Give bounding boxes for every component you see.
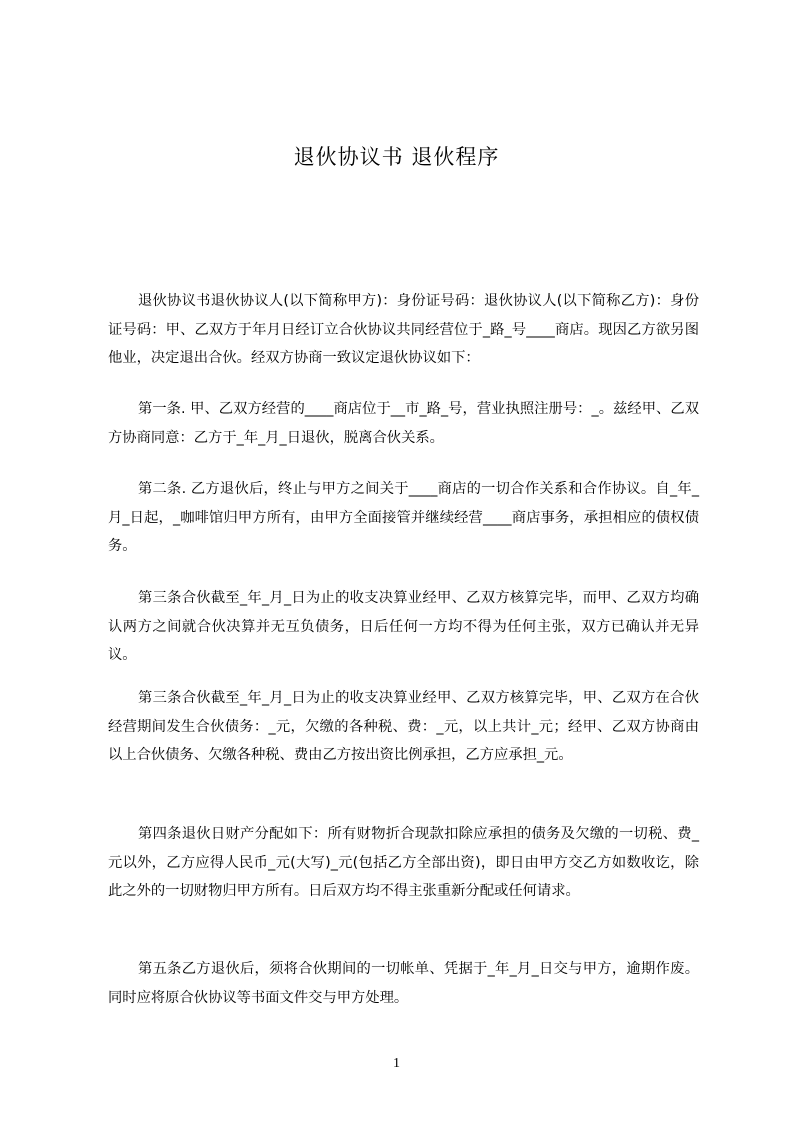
paragraph-article-2: 第二条. 乙方退伙后，终止与甲方之间关于____商店的一切合作关系和合作协议。自_年_月_日起，_咖啡馆归甲方所有，由甲方全面接管并继续经营____商店事务，承担相应的债权债务。 (108, 481, 699, 554)
paragraph-article-1: 第一条. 甲、乙双方经营的____商店位于__市_路_号，营业执照注册号：_。兹经甲、乙双方协商同意：乙方于_年_月_日退伙，脱离合伙关系。 (108, 401, 699, 446)
paragraph-article-3b: 第三条合伙截至_年_月_日为止的收支决算业经甲、乙双方核算完毕，甲、乙双方在合伙经营期间发生合伙债务：_元，欠缴的各种税、费：_元，以上共计_元；经甲、乙双方协商由以上合伙债务、欠缴各种税、费由乙方按出资比例承担，乙方应承担_元。 (108, 690, 699, 763)
paragraph-article-5: 第五条乙方退伙后，须将合伙期间的一切帐单、凭据于_年_月_日交与甲方，逾期作废。同时应将原合伙协议等书面文件交与甲方处理。 (108, 961, 699, 1006)
page-number: 1 (393, 1056, 400, 1071)
paragraph-intro: 退伙协议书退伙协议人(以下简称甲方)：身份证号码：退伙协议人(以下简称乙方)：身份证号码：甲、乙双方于年月日经订立合伙协议共同经营位于_路_号____商店。现因乙方欲另图他业，决定退出合伙。经双方协商一致议定退伙协议如下： (108, 293, 699, 366)
document-title: 退伙协议书 退伙程序 (293, 145, 500, 169)
paragraph-article-3a: 第三条合伙截至_年_月_日为止的收支决算业经甲、乙双方核算完毕，而甲、乙双方均确认两方之间就合伙决算并无互负债务，日后任何一方均不得为任何主张，双方已确认并无异议。 (108, 590, 699, 663)
paragraph-article-4: 第四条退伙日财产分配如下：所有财物折合现款扣除应承担的债务及欠缴的一切税、费_元以外，乙方应得人民币_元(大写)_元(包括乙方全部出资)，即日由甲方交乙方如数收讫，除此之外的一切财物归甲方所有。日后双方均不得主张重新分配或任何请求。 (108, 826, 699, 899)
